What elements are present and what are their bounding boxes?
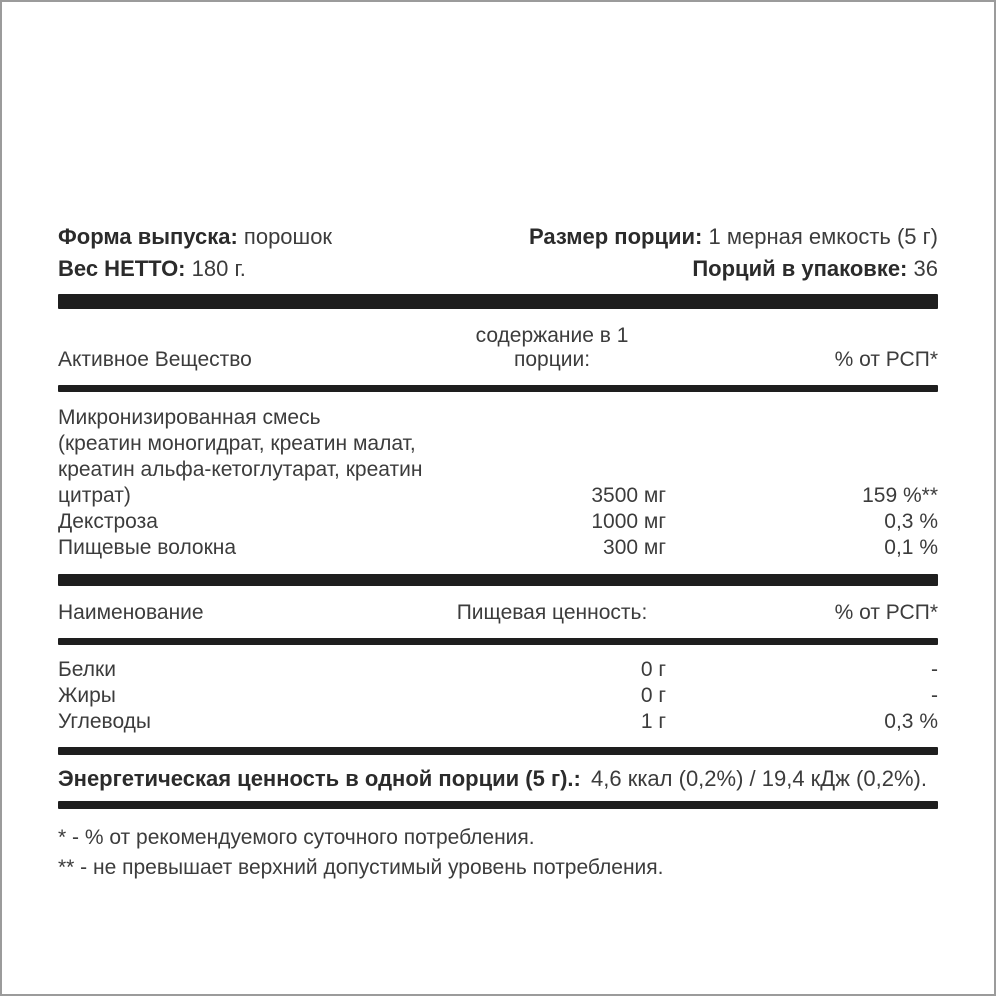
net-weight-label: Вес НЕТТО: — [58, 256, 186, 281]
nutrient-percent: 0,3 % — [884, 710, 938, 733]
ingredient-name: Пищевые волокна — [58, 536, 237, 559]
nutrient-name: Углеводы — [58, 710, 152, 733]
serving-size-line — [529, 221, 938, 253]
footnotes-section — [58, 823, 938, 883]
nutrient-name: Жиры — [58, 684, 116, 707]
ingredient-name: Декстроза — [58, 510, 158, 533]
ingredient-amount: 3500 мг — [591, 484, 666, 507]
active-header-percent: % от РСП* — [834, 348, 938, 371]
nutrition-table-header — [58, 586, 938, 638]
table-row — [58, 683, 938, 709]
form-label: Форма выпуска: — [58, 224, 238, 249]
divider-bar — [58, 747, 938, 755]
ingredient-percent: 0,1 % — [884, 536, 938, 559]
table-row — [58, 657, 938, 683]
divider-bar — [58, 574, 938, 586]
divider-bar — [58, 638, 938, 645]
ingredient-amount: 1000 мг — [591, 510, 666, 533]
nutrition-header-amount: Пищевая ценность: — [456, 601, 648, 624]
form-value: порошок — [243, 224, 333, 249]
serving-size-label: Размер порции: — [528, 224, 703, 249]
table-row — [58, 709, 938, 735]
nutrition-label — [58, 221, 938, 883]
footnote: * - % от рекомендуемого суточного потребления. — [58, 826, 535, 849]
net-weight-value: 180 г. — [191, 256, 246, 281]
servings-value: 36 — [913, 256, 938, 281]
nutrient-percent: - — [931, 684, 938, 707]
nutrient-percent: - — [931, 658, 938, 681]
table-row — [58, 509, 938, 535]
nutrition-header-percent: % от РСП* — [834, 601, 938, 624]
nutrient-amount: 0 г — [640, 658, 666, 681]
serving-size-value: 1 мерная емкость (5 г) — [708, 224, 938, 249]
divider-bar — [58, 801, 938, 809]
top-info-section — [58, 221, 938, 285]
active-table-body — [58, 392, 938, 574]
table-row — [58, 405, 938, 509]
nutrient-amount: 1 г — [640, 710, 666, 733]
servings-label: Порций в упаковке: — [692, 256, 908, 281]
net-weight-line — [58, 253, 332, 285]
energy-label: Энергетическая ценность в одной порции (5 г).: — [58, 766, 581, 791]
form-line — [58, 221, 332, 253]
divider-bar — [58, 294, 938, 309]
divider-bar — [58, 385, 938, 392]
top-info-right — [529, 221, 938, 285]
ingredient-percent: 0,3 % — [884, 510, 938, 533]
nutrition-table-body — [58, 645, 938, 747]
nutrient-name: Белки — [58, 658, 116, 681]
servings-line — [529, 253, 938, 285]
nutrition-header-name: Наименование — [58, 601, 204, 624]
active-table-header — [58, 309, 938, 385]
ingredient-name: Микронизированная смесь (креатин моногидрат, креатин малат, креатин альфа-кетоглутарат, креатин цитрат) — [58, 406, 423, 507]
energy-value: 4,6 ккал (0,2%) / 19,4 кДж (0,2%). — [591, 766, 927, 791]
footnote: ** - не превышает верхний допустимый уровень потребления. — [58, 856, 664, 879]
nutrient-amount: 0 г — [640, 684, 666, 707]
ingredient-percent: 159 %** — [862, 484, 938, 507]
active-header-name: Активное Вещество — [58, 348, 252, 371]
energy-line — [58, 755, 938, 801]
ingredient-amount: 300 мг — [603, 536, 666, 559]
table-row — [58, 535, 938, 561]
top-info-left — [58, 221, 332, 285]
active-header-amount: содержание в 1 порции: — [475, 324, 629, 371]
